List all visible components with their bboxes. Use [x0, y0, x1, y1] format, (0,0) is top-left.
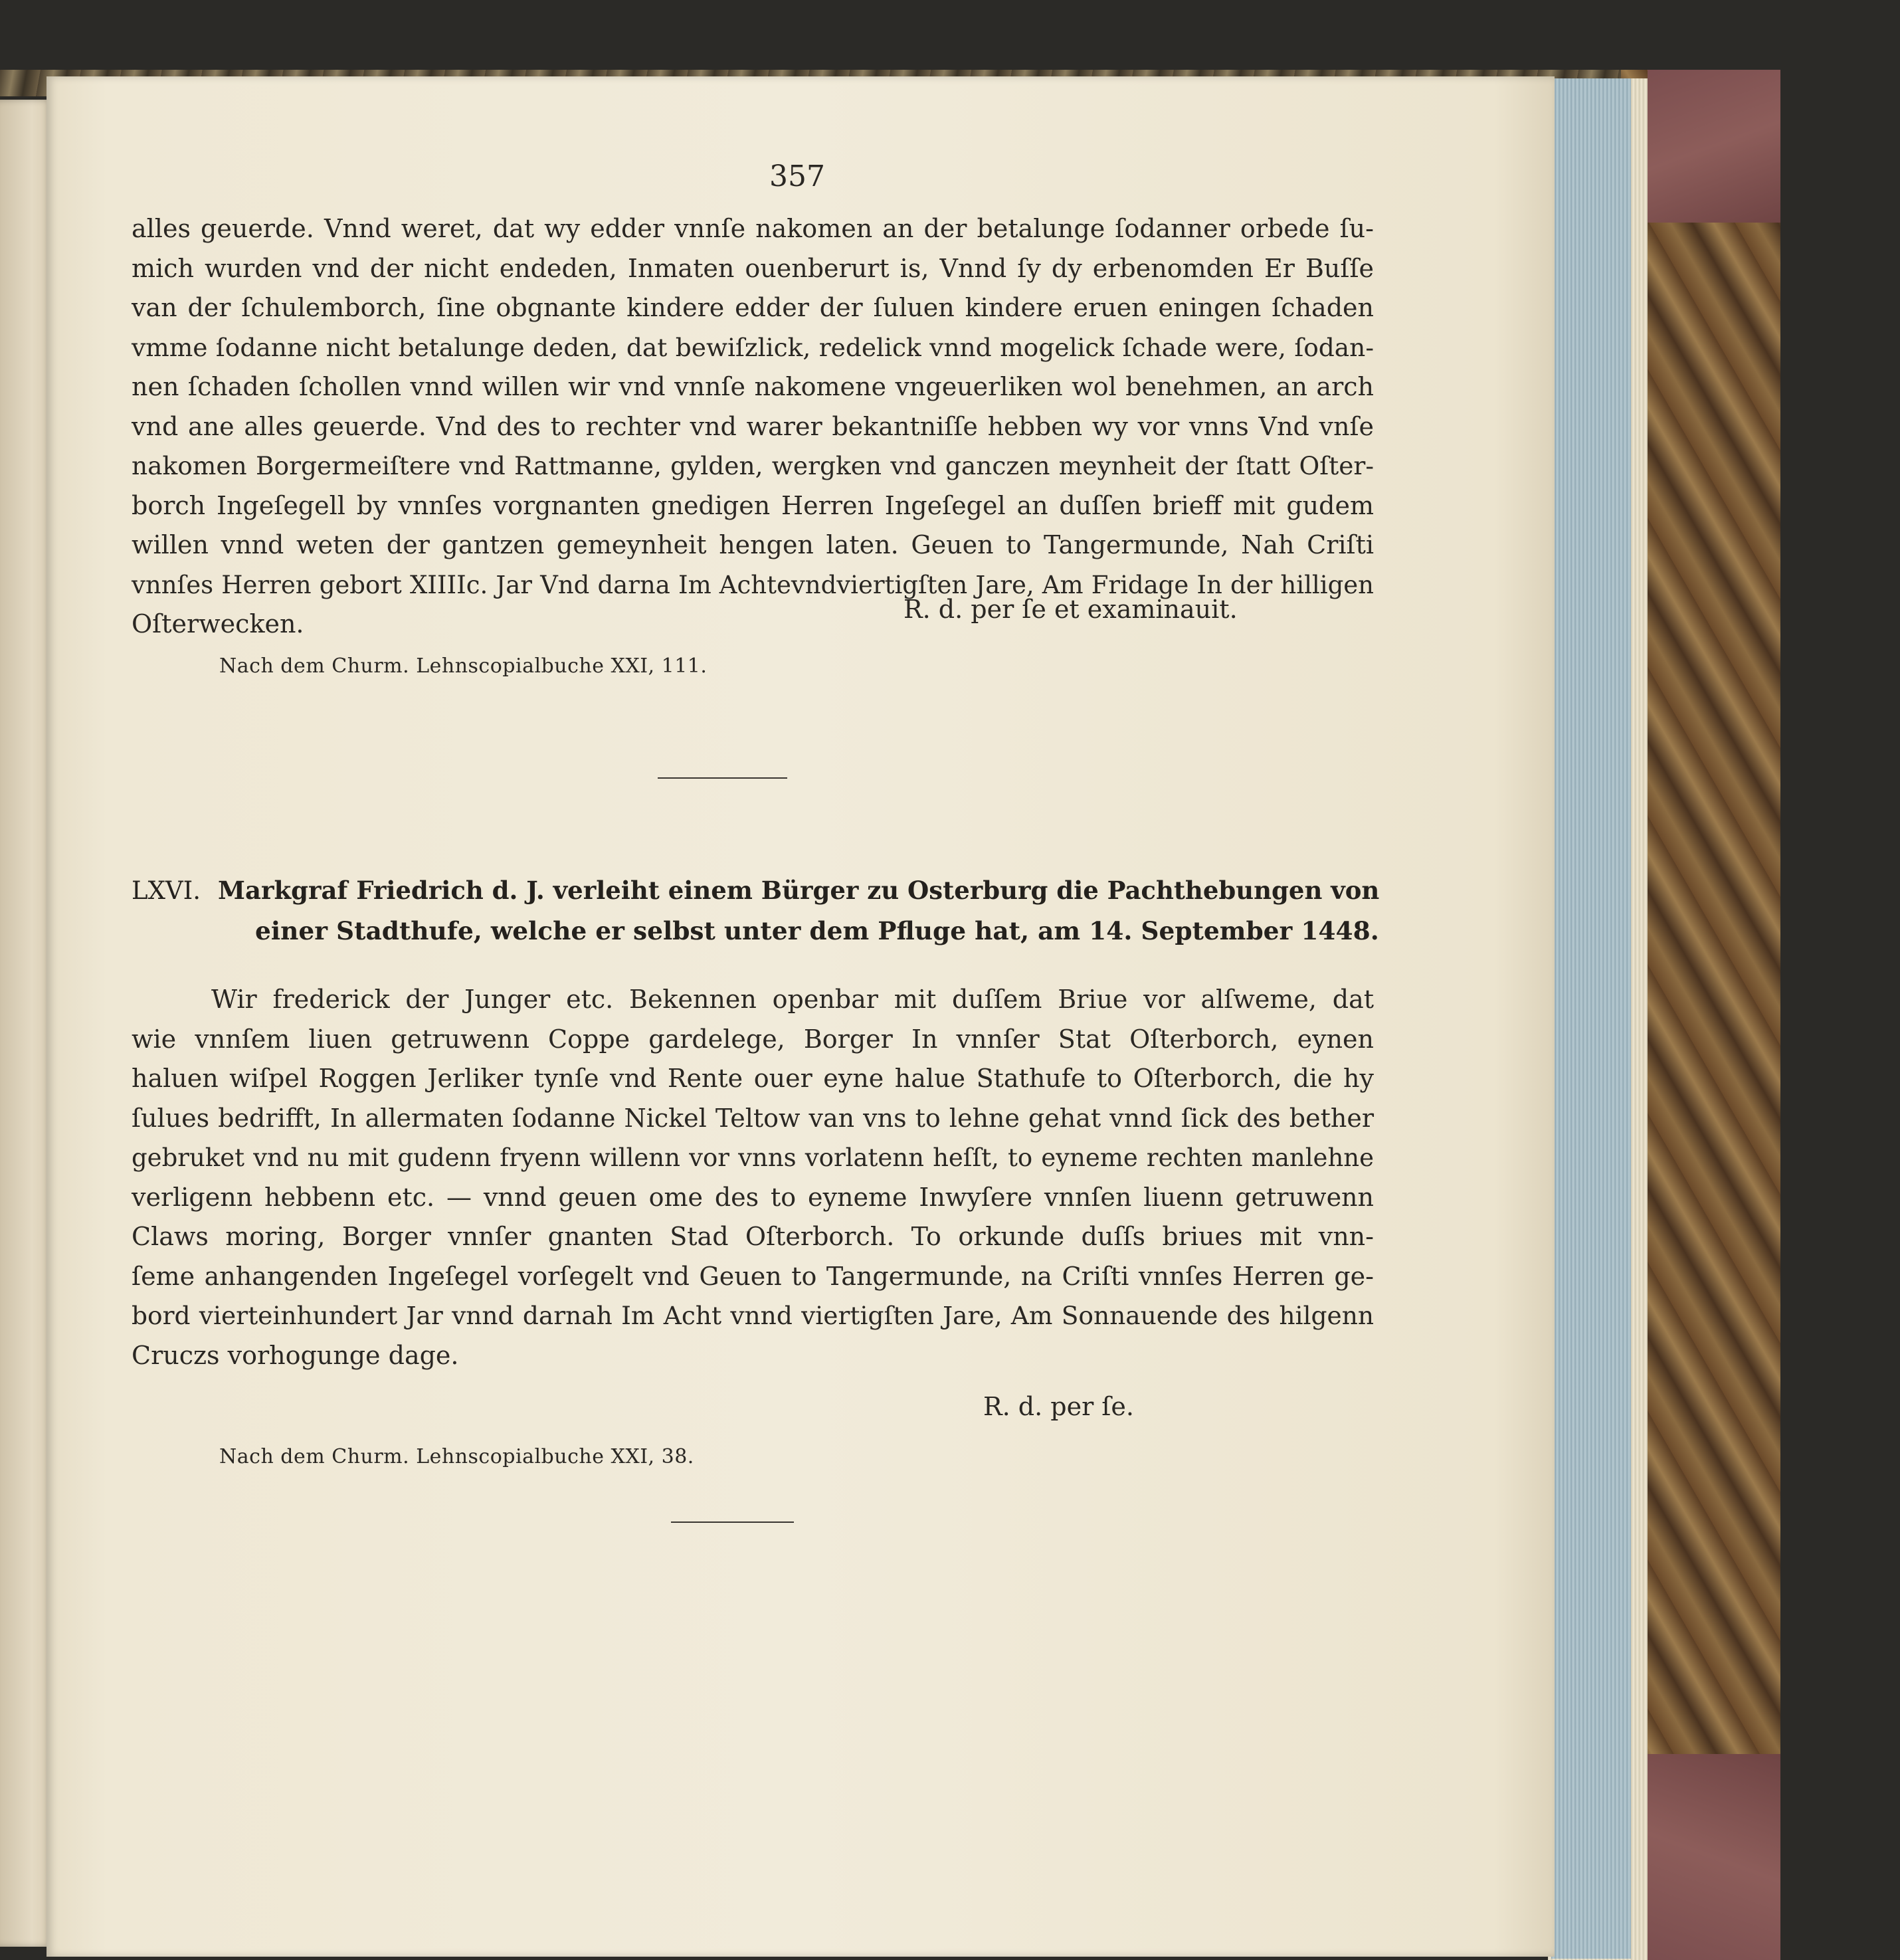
book-page	[47, 76, 1555, 1957]
text-line: Claws moring, Borger vnnſer gnanten Stad Oſterborch. To orkunde duſſs briues mit vnn-	[132, 1222, 1374, 1251]
source-note: Nach dem Churm. Lehnscopialbuche XXI, 111.	[219, 654, 708, 678]
text-line: gebruket vnd nu mit gudenn fryenn willenn vor vnns vorlatenn heſſt, to eyneme rechten manlehne	[132, 1143, 1374, 1172]
text-line: mich wurden vnd der nicht endeden, Inmaten ouenberurt is, Vnnd ſy dy erbenomden Er Buſſe	[132, 253, 1374, 283]
text-line: willen vnnd weten der gantzen gemeynheit hengen laten. Geuen to Tangermunde, Nah Criſti	[132, 530, 1374, 559]
text-line: Oſterwecken.	[132, 609, 304, 638]
text-line: nen ſchaden ſchollen vnnd willen wir vnd vnnſe nakomene vngeuerliken wol benehmen, an arch	[132, 372, 1374, 401]
left-page-edge	[0, 100, 53, 1947]
text-line: vmme ſodanne nicht betalunge deden, dat bewiſzlick, redelick vnnd mogelick ſchade were, ſodan-	[132, 332, 1374, 362]
text-line: bord vierteinhundert Jar vnnd darnah Im Acht vnnd viertigſten Jare, Am Sonnauende des hilgenn	[132, 1301, 1374, 1330]
text-line: verligenn hebbenn etc. — vnnd geuen ome des to eyneme Inwyſere vnnſen liuenn getruwenn	[132, 1182, 1374, 1212]
text-line: Cruczs vorhogunge dage.	[132, 1340, 459, 1370]
text-line: vnd ane alles geuerde. Vnd des to rechter vnd warer bekantniſſe hebben wy vor vnns Vnd vnſe	[132, 411, 1374, 441]
text-line: borch Ingeſegell by vnnſes vorgnanten gnedigen Herren Ingeſegel an duſſen brieff mit gudem	[132, 490, 1374, 520]
text-line: haluen wiſpel Roggen Jerliker tynſe vnd Rente ouer eyne halue Stathufe to Oſterborch, die hy	[132, 1064, 1374, 1093]
text-line: nakomen Borgermeiſtere vnd Rattmanne, gylden, wergken vnd ganczen meynheit der ſtatt Oſter-	[132, 451, 1374, 480]
text-line: alles geuerde. Vnnd weret, dat wy edder vnnſe nakomen an der betalunge ſodanner orbede ſu-	[132, 214, 1374, 243]
text-line: wie vnnſem liuen getruwenn Coppe gardelege, Borger In vnnſer Stat Oſterborch, eynen	[132, 1024, 1374, 1054]
document-heading	[132, 870, 1380, 951]
text-line: vnnſes Herren gebort XIIIIc. Jar Vnd darna Im Achtevndviertigſten Jare, Am Fridage In der hilligen	[132, 570, 1374, 599]
cover-corner-bottom	[1648, 1754, 1780, 1960]
page-number: 357	[769, 159, 825, 193]
section-divider	[658, 777, 787, 779]
text-line: van der ſchulemborch, ſine obgnante kindere edder der ſuluen kindere eruen eningen ſchaden	[132, 293, 1374, 322]
heading-line-2: einer Stadthufe, welche er selbst unter dem Pfluge hat, am 14. September 1448.	[255, 916, 1379, 945]
text-line: ſeme anhangenden Ingeſegel vorſegelt vnd Geuen to Tangermunde, na Criſti vnnſes Herren ge-	[132, 1261, 1374, 1291]
source-note: Nach dem Churm. Lehnscopialbuche XXI, 38.	[219, 1445, 694, 1468]
heading-line-1: Markgraf Friedrich d. J. verleiht einem Bürger zu Osterburg die Pachthebungen von	[218, 876, 1380, 905]
signature-line: R. d. per ſe.	[983, 1392, 1134, 1421]
charter-text	[132, 980, 1374, 1375]
charter-text-continued	[132, 209, 1374, 644]
document-number: LXVI.	[132, 876, 201, 905]
signature-line: R. d. per ſe et examinauit.	[903, 595, 1238, 624]
cover-corner-top	[1648, 70, 1780, 223]
section-divider	[671, 1521, 794, 1523]
blue-page-edges	[1551, 78, 1631, 1959]
text-line: ſulues bedrifft, In allermaten ſodanne Nickel Teltow van vns to lehne gehat vnnd ſick des bether	[132, 1103, 1374, 1133]
text-line: Wir frederick der Junger etc. Bekennen openbar mit duſſem Briue vor alſweme, dat	[211, 985, 1374, 1014]
